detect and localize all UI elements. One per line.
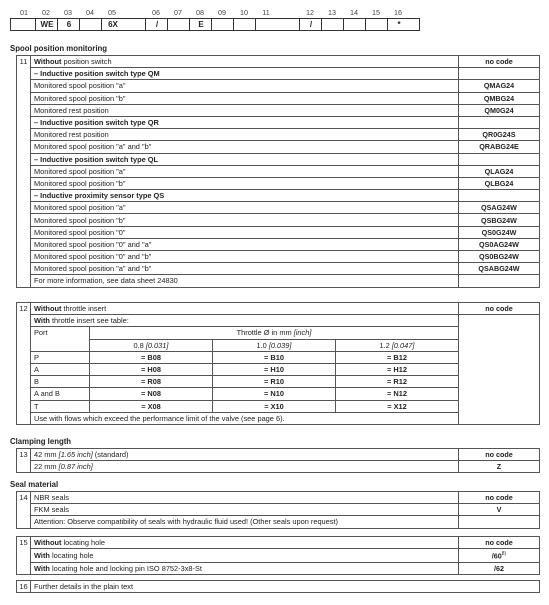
code-box-divider [233,19,234,30]
code-box-divider [35,19,36,30]
code-position-12: 12 [306,8,314,17]
code-cell: QMBG24 [459,92,540,104]
code-cell [459,116,540,128]
description-cell [31,165,459,177]
code-position-06: 06 [152,8,160,17]
code-cell: QLBG24 [459,177,540,189]
spool-row [17,263,540,275]
clamping-row [17,449,540,461]
code-box-divider [365,19,366,30]
code-box-divider [189,19,190,30]
description: Monitored spool position "0" [34,227,126,237]
code-position-14: 14 [350,8,358,17]
code-position-02: 02 [42,8,50,17]
description-cell [31,226,459,238]
description-cell [31,461,459,473]
seal-table [16,491,540,529]
code-position-07: 07 [174,8,182,17]
code-cell [459,275,540,287]
throttle-code: = N08 [90,388,213,400]
row-number: 11 [17,56,31,288]
code-position-09: 09 [218,8,226,17]
description-cell [31,129,459,141]
group-heading-cell [31,68,459,80]
code-value-12: / [309,20,313,29]
throttle-size [212,339,335,351]
description: locating hole and locking pin ISO 8752-3x8-St [49,563,202,573]
code-box-divider [101,19,102,30]
code-cell: QM0G24 [459,104,540,116]
description: Monitored spool position "a" and "b" [34,142,152,152]
description-cell [31,92,459,104]
port-header: Port [31,327,90,351]
description: For more information, see data sheet 24830 [34,276,178,286]
size-inch: [0.039] [268,340,292,350]
port-name: T [31,400,90,412]
throttle-code: = X10 [212,400,335,412]
code-cell: QMAG24 [459,80,540,92]
code-position-04: 04 [86,8,94,17]
throttle-code: = N10 [212,388,335,400]
code-position-11: 11 [262,8,270,17]
keyword: With [34,563,50,573]
code-cell [459,68,540,80]
spool-row [17,56,540,68]
throttle-code: = N12 [335,388,458,400]
code-cell: V [459,504,540,516]
throttle-size [335,339,458,351]
code-box-divider [343,19,344,30]
code-position-13: 13 [328,8,336,17]
code-position-10: 10 [240,8,248,17]
description-cell [31,263,459,275]
description-cell [31,202,459,214]
throttle-code: = B12 [335,351,458,363]
description: locating hole [49,550,94,560]
locating-table [16,536,540,575]
keyword: Without [34,538,62,548]
spool-row [17,141,540,153]
throttle-note: Use with flows which exceed the performance limit of the valve (see page 6). [31,412,459,424]
size-mm: 1.0 [256,340,269,350]
description-cell [31,537,459,549]
description: Monitored spool position "a" [34,203,126,213]
group-heading-cell [31,190,459,202]
locating-row [17,537,540,549]
row-number: 15 [17,537,31,575]
spool-row [17,275,540,287]
code-box-divider [145,19,146,30]
throttle-table [16,302,540,425]
code-cell: QSAG24W [459,202,540,214]
code-box-divider [299,19,300,30]
code-position-numbers [10,8,540,18]
code-position-05: 05 [108,8,116,17]
code-value-02: WE [40,20,54,29]
group-heading: – Inductive position switch type QR [34,118,159,128]
spool-row [17,190,540,202]
locating-row [17,562,540,574]
spool-row [17,80,540,92]
throttle-row [17,303,540,315]
throttle-code: = X08 [90,400,213,412]
spool-row [17,92,540,104]
throttle-code: = H12 [335,363,458,375]
code-value: /62 [494,563,504,573]
code-position-15: 15 [372,8,380,17]
code-position-03: 03 [64,8,72,17]
code-value: no code [485,538,513,548]
code-box-divider [167,19,168,30]
description: throttle insert [61,304,107,314]
size-mm: 0.8 [133,340,146,350]
row-number: 14 [17,492,31,529]
locating-row [17,549,540,562]
spool-row [17,202,540,214]
description-cell [31,562,459,574]
code-cell: no code [459,449,540,461]
description-cell [31,251,459,263]
ordering-code-boxes [10,18,420,31]
code-cell: QRABG24E [459,141,540,153]
port-name: A [31,363,90,375]
description-cell: FKM seals [31,504,459,516]
code-cell: no code [459,56,540,68]
description-cell [31,141,459,153]
code-cell: QR0G24S [459,129,540,141]
spool-row [17,238,540,250]
row-number: 12 [17,303,31,425]
footnote-ref: 8) [501,551,507,558]
description: Monitored rest position [34,130,109,140]
row-number: 13 [17,449,31,473]
keyword: With [34,316,50,326]
group-heading: – Inductive proximity sensor type QS [34,191,165,201]
code-value-06: / [155,20,159,29]
port-name: B [31,376,90,388]
spool-section-title: Spool position monitoring [10,44,108,53]
code-cell: QS0BG24W [459,251,540,263]
spool-table [16,55,540,288]
description: locating hole [61,538,105,548]
description-cell: NBR seals [31,492,459,504]
description-cell [31,80,459,92]
throttle-label: Throttle Ø in mm [236,328,294,338]
code-value-16: * [397,20,401,29]
clamping-section-title: Clamping length [10,437,72,446]
spool-row [17,214,540,226]
throttle-code: = B08 [90,351,213,363]
description: Monitored spool position "a" [34,81,126,91]
throttle-unit: [inch] [293,328,312,338]
throttle-header [90,327,459,339]
code-box-divider [321,19,322,30]
spool-row [17,153,540,165]
code-cell [459,516,540,528]
code-cell: QSBG24W [459,214,540,226]
throttle-code: = B10 [212,351,335,363]
spool-row [17,104,540,116]
description-cell [31,275,459,287]
description: Monitored spool position "b" [34,93,126,103]
code-cell [459,549,540,562]
code-cell [459,153,540,165]
code-position-16: 16 [394,8,402,17]
code-value-05: 6X [108,20,118,29]
throttle-code: = H10 [212,363,335,375]
spool-row [17,165,540,177]
description-cell [31,214,459,226]
code-cell: QLAG24 [459,165,540,177]
throttle-code: = R12 [335,376,458,388]
spool-row [17,251,540,263]
length-inch: [1.65 inch] [58,450,93,460]
description: Monitored rest position [34,105,109,115]
note: (standard) [92,450,129,460]
description-cell [31,56,459,68]
length-mm: 22 mm [34,462,59,472]
code-position-01: 01 [20,8,28,17]
description: throttle insert see table: [49,316,129,326]
port-name: A and B [31,388,90,400]
throttle-row [17,315,540,327]
code-cell [459,190,540,202]
code-cell: no code [459,492,540,504]
code-position-08: 08 [196,8,204,17]
code-cell [459,315,540,425]
description-cell [31,238,459,250]
spool-row [17,68,540,80]
description-cell: Attention: Observe compatibility of seals with hydraulic fluid used! (Other seals upon request) [31,516,459,528]
code-cell: QS0AG24W [459,238,540,250]
description: Monitored spool position "b" [34,178,126,188]
code-value-03: 6 [66,20,72,29]
description-cell: Further details in the plain text [31,581,540,593]
description-cell [31,177,459,189]
spool-row [17,116,540,128]
throttle-code: = H08 [90,363,213,375]
code-cell: no code [459,303,540,315]
code-cell: QS0G24W [459,226,540,238]
code-cell [459,537,540,549]
code-box-divider [255,19,256,30]
description-cell [31,549,459,562]
group-heading-cell [31,153,459,165]
size-inch: [0.047] [391,340,415,350]
code-cell: QSABG24W [459,263,540,275]
seal-section-title: Seal material [10,480,59,489]
description: position switch [61,57,112,67]
further-row [17,581,540,593]
spool-row [17,226,540,238]
spool-row [17,177,540,189]
size-mm: 1.2 [379,340,392,350]
keyword: Without [34,304,62,314]
seal-row [17,516,540,528]
length-mm: 42 mm [34,450,59,460]
description-cell [31,303,459,315]
further-details-table [16,580,540,593]
size-inch: [0.031] [145,340,169,350]
keyword: With [34,550,50,560]
group-heading: – Inductive position switch type QM [34,69,160,79]
description: Monitored spool position "a" and "b" [34,264,152,274]
throttle-code: = X12 [335,400,458,412]
code-box-divider [211,19,212,30]
seal-row [17,492,540,504]
description-cell [31,449,459,461]
keyword: Without [34,57,62,67]
length-inch: [0.87 inch] [58,462,93,472]
spool-row [17,129,540,141]
description: Monitored spool position "b" [34,215,126,225]
code-box-divider [57,19,58,30]
description-cell [31,104,459,116]
port-name: P [31,351,90,363]
description: Monitored spool position "0" and "a" [34,239,152,249]
throttle-size [90,339,213,351]
throttle-code: = R08 [90,376,213,388]
code-cell [459,562,540,574]
code-box-divider [79,19,80,30]
seal-row [17,504,540,516]
code-value-08: E [198,20,204,29]
description-cell [31,315,459,327]
code-box-divider [387,19,388,30]
clamping-table [16,448,540,473]
clamping-row [17,461,540,473]
group-heading-cell [31,116,459,128]
throttle-code: = R10 [212,376,335,388]
row-number: 16 [17,581,31,593]
description: Monitored spool position "0" and "b" [34,252,152,262]
code-cell: Z [459,461,540,473]
description: Monitored spool position "a" [34,166,126,176]
code-value: /60 [491,551,502,561]
group-heading: – Inductive position switch type QL [34,154,159,164]
